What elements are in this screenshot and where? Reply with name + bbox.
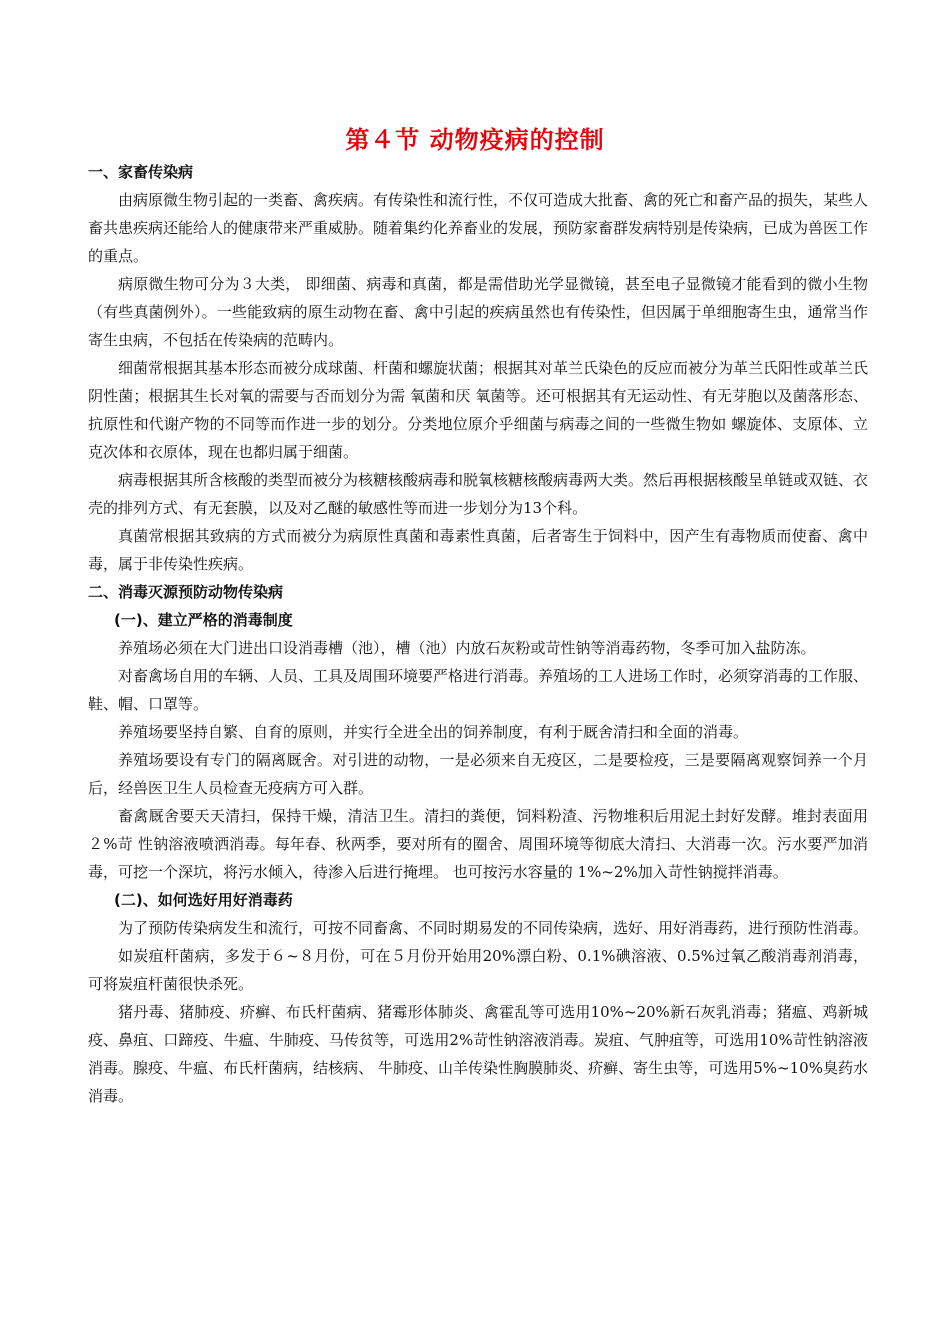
paragraph: 对畜禽场自用的车辆、人员、工具及周围环境要严格进行消毒。养殖场的工人进场工作时，必须穿消毒的工作服、鞋、帽、口罩等。 [88, 667, 869, 713]
subsection-heading-2: (二)、如何选好用好消毒药 [114, 891, 293, 909]
paragraph: 养殖场必须在大门进出口设消毒槽（池），槽（池）内放石灰粉或苛性钠等消毒药物，冬季可加入盐防冻。 [118, 639, 816, 657]
paragraph: 如炭疽杆菌病，多发于６~８月份，可在５月份开始用20%漂白粉、0.1%碘溶液、0.5%过氧乙酸消毒剂消毒，可将炭疽杆菌很快杀死。 [88, 947, 868, 993]
paragraph: 真菌常根据其致病的方式而被分为病原性真菌和毒素性真菌，后者寄生于饲料中，因产生有毒物质而使畜、禽中毒，属于非传染性疾病。 [88, 527, 868, 573]
paragraph: 猪丹毒、猪肺疫、疥癣、布氏杆菌病、猪霉形体肺炎、禽霍乱等可选用10%~20%新石灰乳消毒；猪瘟、鸡新城 疫、鼻疽、口蹄疫、牛瘟、牛肺疫、马传贫等，可选用2%苛性钠溶液消毒。炭疽、气肿疽等，可选用10%苛性钠溶液消毒。腺疫、牛瘟、布氏杆菌病，结核病、 牛肺疫、山羊传染性胸膜肺炎、疥癣、寄生虫等，可选用5%~10%臭药水消毒。 [88, 1003, 868, 1105]
paragraph: 病毒根据其所含核酸的类型而被分为核糖核酸病毒和脱氧核糖核酸病毒两大类。然后再根据核酸呈单链或双链、衣壳的排列方式、有无套膜，以及对乙醚的敏感性等而进一步划分为13个科。 [88, 471, 869, 517]
paragraph: 养殖场要设有专门的隔离厩舍。对引进的动物，一是必须来自无疫区，二是要检疫，三是要隔离观察饲养一个月后，经兽医卫生人员检查无疫病方可入群。 [88, 751, 868, 797]
document-body [88, 158, 868, 1110]
subsection-heading-1: (一)、建立严格的消毒制度 [114, 611, 293, 629]
paragraph: 畜禽厩舍要天天清扫，保持干燥，清洁卫生。清扫的粪便，饲料粉渣、污物堆积后用泥土封好发酵。堆封表面用２%苛 性钠溶液喷洒消毒。每年春、秋两季，要对所有的圈舍、周围环境等彻底大清扫、大消毒一次。污水要严加消毒，可挖一个深坑，将污水倾入，待渗入后进行掩埋。 也可按污水容量的 1%~2%加入苛性钠搅拌消毒。 [88, 807, 868, 881]
section-heading-2: 二、消毒灭源预防动物传染病 [88, 583, 284, 601]
paragraph: 养殖场要坚持自繁、自育的原则，并实行全进全出的饲养制度，有利于厩舍清扫和全面的消毒。 [118, 723, 749, 741]
paragraph: 为了预防传染病发生和流行，可按不同畜禽、不同时期易发的不同传染病，选好、用好消毒药，进行预防性消毒。 [118, 919, 869, 937]
paragraph: 由病原微生物引起的一类畜、禽疾病。有传染性和流行性，不仅可造成大批畜、禽的死亡和畜产品的损失，某些人畜共患疾病还能给人的健康带来严重威胁。随着集约化养畜业的发展，预防家畜群发病特别是传染病，已成为兽医工作的重点。 [88, 191, 869, 265]
paragraph: 细菌常根据其基本形态而被分成球菌、杆菌和螺旋状菌；根据其对革兰氏染色的反应而被分为革兰氏阳性或革兰氏阴性菌；根据其生长对氧的需要与否而划分为需 氧菌和厌 氧菌等。还可根据其有无运动性、有无芽胞以及菌落形态、抗原性和代谢产物的不同等而作进一步的划分。分类地位原介乎细菌与病毒之间的一些微生物如 螺旋体、支原体、立克次体和衣原体，现在也都归属于细菌。 [88, 359, 869, 461]
section-heading-1: 一、家畜传染病 [88, 163, 194, 181]
page-title: 第４节 动物疫病的控制 [345, 126, 605, 154]
paragraph: 病原微生物可分为３大类， 即细菌、病毒和真菌，都是需借助光学显微镜，甚至电子显微镜才能看到的微小生物（有些真菌例外）。一些能致病的原生动物在畜、禽中引起的疾病虽然也有传染性，但因属于单细胞寄生虫，通常当作寄生虫病，不包括在传染病的范畴内。 [88, 275, 868, 349]
